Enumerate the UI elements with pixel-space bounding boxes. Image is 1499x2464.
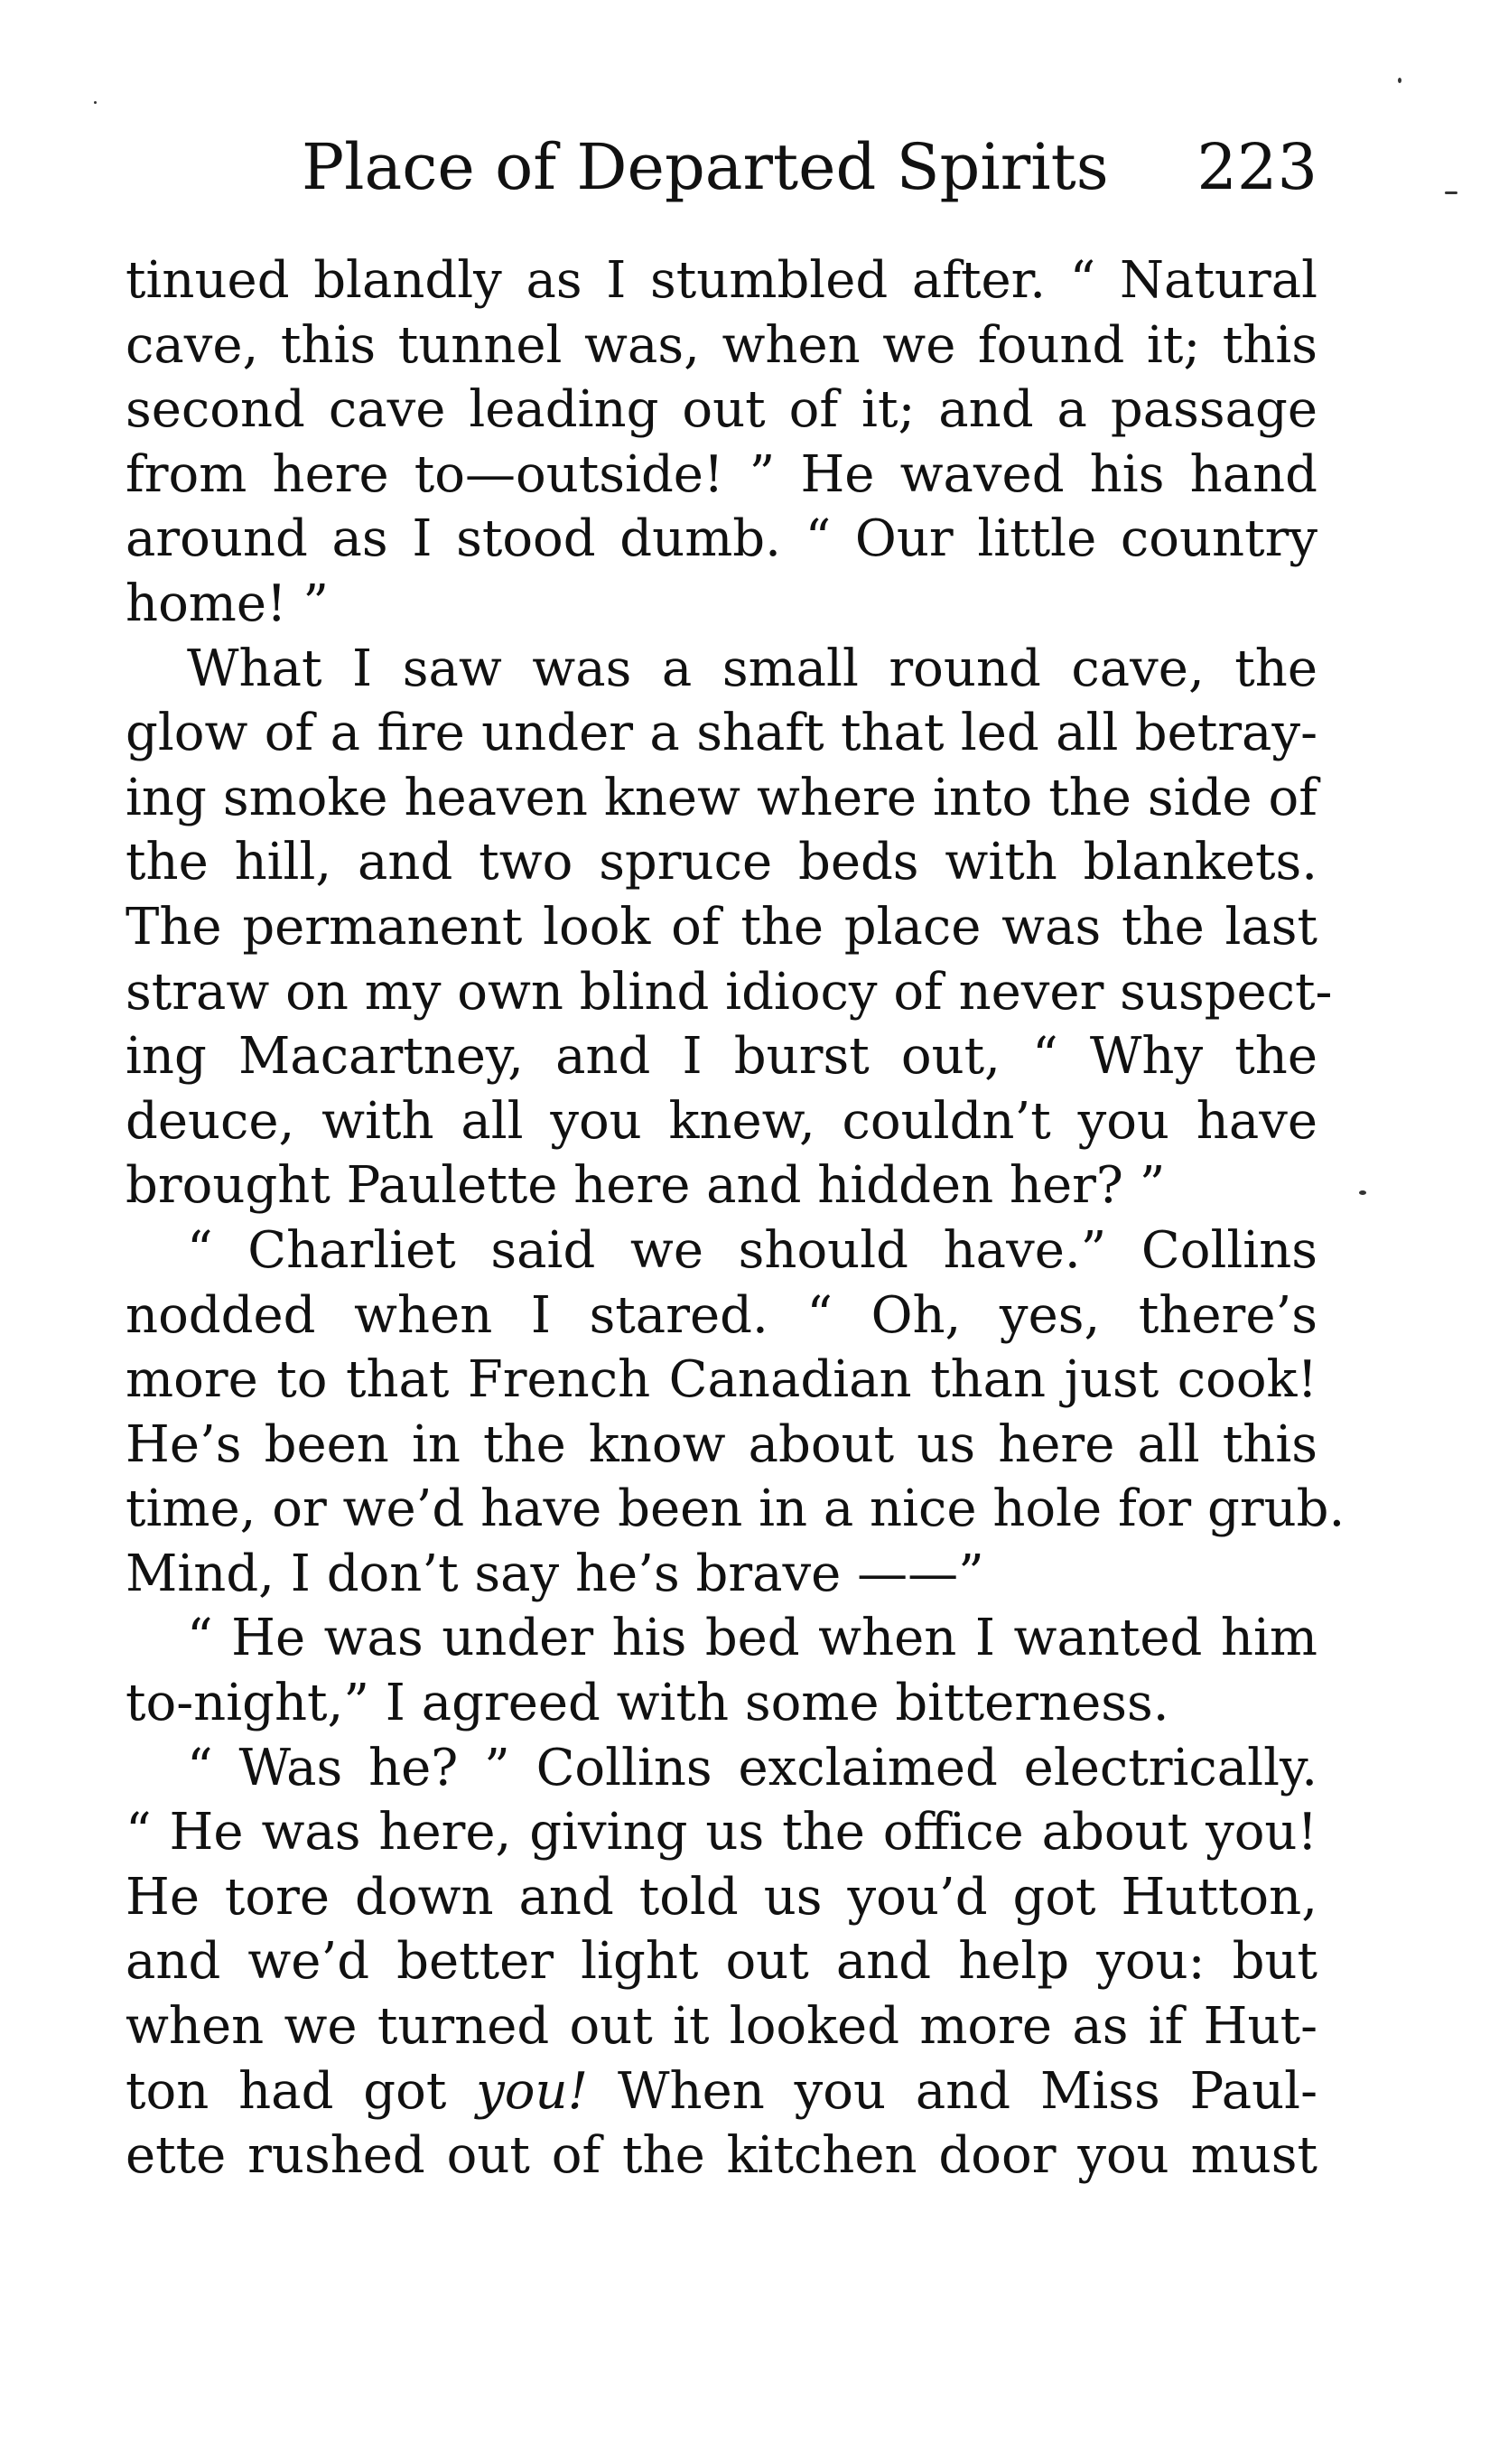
text-line: The permanent look of the place was the last	[126, 897, 1317, 957]
body-text	[126, 248, 1345, 2189]
text-line: when we turned out it looked more as if Hut-	[126, 1997, 1317, 2057]
text-line: nodded when I stared. “ Oh, yes, there’s	[126, 1285, 1317, 1345]
text-line	[126, 2059, 1317, 2124]
text-line: from here to—outside! ” He waved his hand	[126, 444, 1317, 504]
text-line: brought Paulette here and hidden her? ”	[126, 1156, 1166, 1216]
text-line: He tore down and told us you’d got Hutton,	[126, 1867, 1317, 1927]
running-title: Place of Departed Spirits	[302, 130, 1109, 204]
text-line: ing Macartney, and I burst out, “ Why the	[126, 1027, 1317, 1087]
text-line: Mind, I don’t say he’s brave ——”	[126, 1544, 984, 1603]
page-number: 223	[1196, 130, 1317, 204]
text-line: “ He was under his bed when I wanted him	[187, 1609, 1317, 1668]
text-line: ette rushed out of the kitchen door you must	[126, 2126, 1317, 2186]
text-run: ton had got	[126, 2061, 447, 2121]
text-line: home! ”	[126, 574, 329, 633]
text-line: around as I stood dumb. “ Our little country	[126, 509, 1317, 569]
text-line: tinued blandly as I stumbled after. “ Natural	[126, 251, 1317, 310]
text-line: to-night,” I agreed with some bitterness.	[126, 1674, 1169, 1733]
running-head	[126, 126, 1317, 208]
text-line: cave, this tunnel was, when we found it; this	[126, 315, 1317, 375]
print-speck	[1445, 191, 1457, 194]
text-line: ing smoke heaven knew where into the side of	[126, 768, 1317, 827]
text-line: “ Charliet said we should have.” Collins	[187, 1220, 1317, 1280]
text-line: He’s been in the know about us here all this	[126, 1414, 1317, 1474]
italic-emphasis: you!	[476, 2061, 589, 2121]
text-line: “ Was he? ” Collins exclaimed electrically.	[187, 1738, 1317, 1797]
text-line: the hill, and two spruce beds with blankets.	[126, 833, 1317, 892]
text-run: When you and Miss Paul-	[617, 2061, 1317, 2121]
text-line: time, or we’d have been in a nice hole for grub.	[126, 1479, 1345, 1539]
text-line: deuce, with all you knew, couldn’t you have	[126, 1091, 1317, 1151]
text-line: “ He was here, giving us the office about you!	[126, 1803, 1317, 1862]
text-line: What I saw was a small round cave, the	[187, 639, 1317, 698]
text-line: more to that French Canadian than just cook!	[126, 1350, 1317, 1410]
print-speck	[1398, 78, 1401, 83]
text-line: straw on my own blind idiocy of never suspect-	[126, 962, 1333, 1022]
text-line: and we’d better light out and help you: but	[126, 1932, 1317, 1992]
text-line: glow of a fire under a shaft that led all betray-	[126, 704, 1317, 763]
print-speck	[1359, 1190, 1366, 1195]
print-speck	[94, 101, 97, 104]
text-line: second cave leading out of it; and a passage	[126, 380, 1317, 440]
